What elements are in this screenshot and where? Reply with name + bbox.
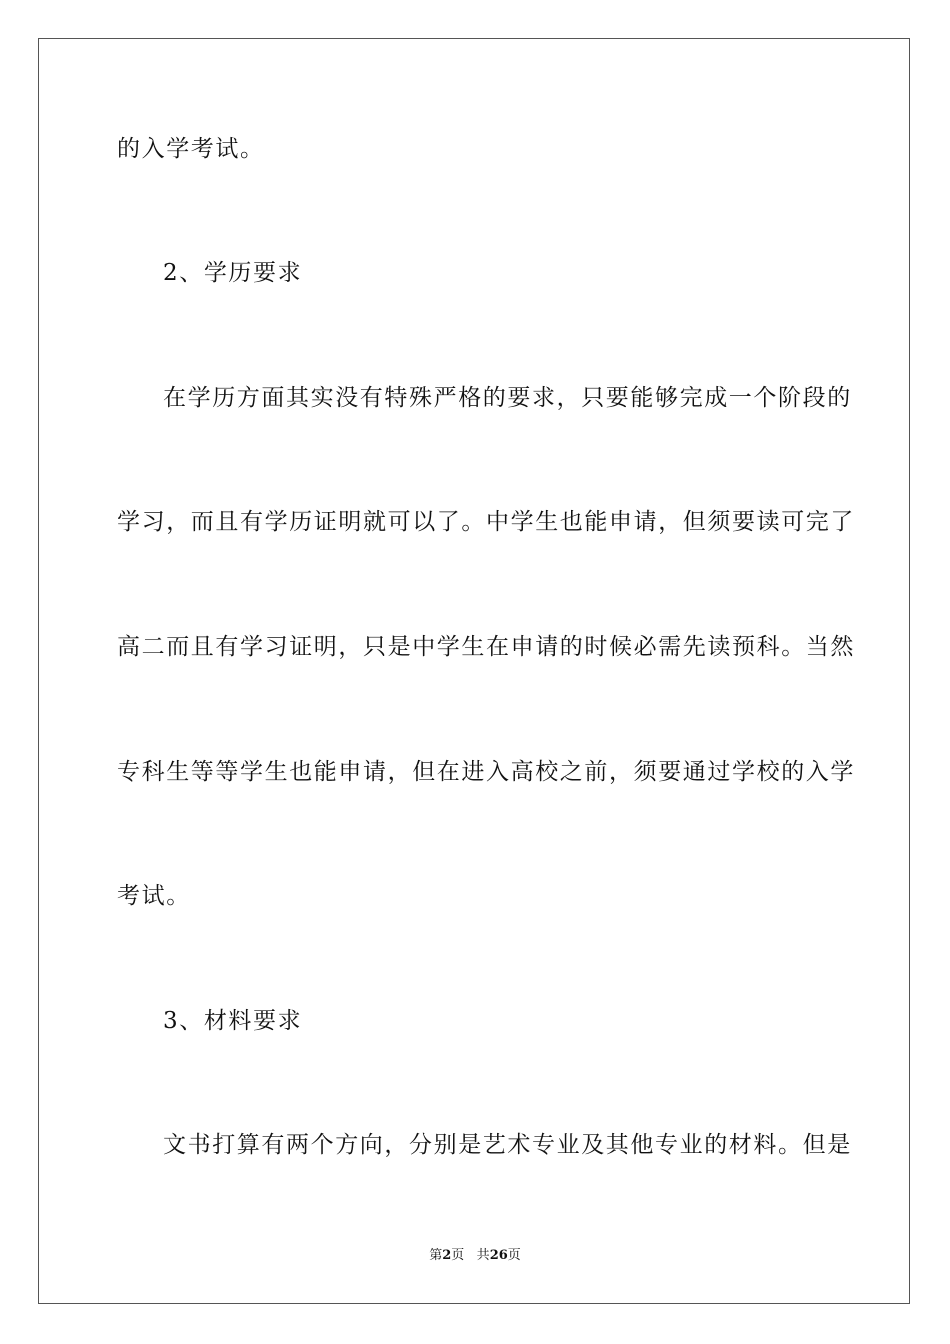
paragraph-line: 在学历方面其实没有特殊严格的要求，只要能够完成一个阶段的 — [163, 385, 852, 411]
paragraph-line: 文书打算有两个方向，分别是艺术专业及其他专业的材料。但是 — [163, 1132, 852, 1158]
footer-page-current: 2 — [442, 1248, 452, 1263]
paragraph-line: 考试。 — [117, 883, 191, 909]
page-footer — [0, 1247, 950, 1265]
section-heading-education: 2、学历要求 — [163, 260, 303, 286]
paragraph-line: 学习，而且有学历证明就可以了。中学生也能申请，但须要读可完了 — [117, 509, 855, 535]
page-border — [38, 38, 910, 1304]
paragraph-line: 的入学考试。 — [117, 136, 265, 162]
paragraph-line: 高二而且有学习证明，只是中学生在申请的时候必需先读预科。当然 — [117, 634, 855, 660]
footer-total-prefix: 共 — [476, 1248, 490, 1263]
footer-total-suffix: 页 — [507, 1248, 521, 1263]
paragraph-line: 专科生等等学生也能申请，但在进入高校之前，须要通过学校的入学 — [117, 759, 855, 785]
section-heading-materials: 3、材料要求 — [163, 1008, 303, 1034]
footer-page-suffix: 页 — [451, 1248, 465, 1263]
footer-page-prefix: 第 — [429, 1248, 443, 1263]
footer-page-total: 26 — [489, 1248, 508, 1263]
